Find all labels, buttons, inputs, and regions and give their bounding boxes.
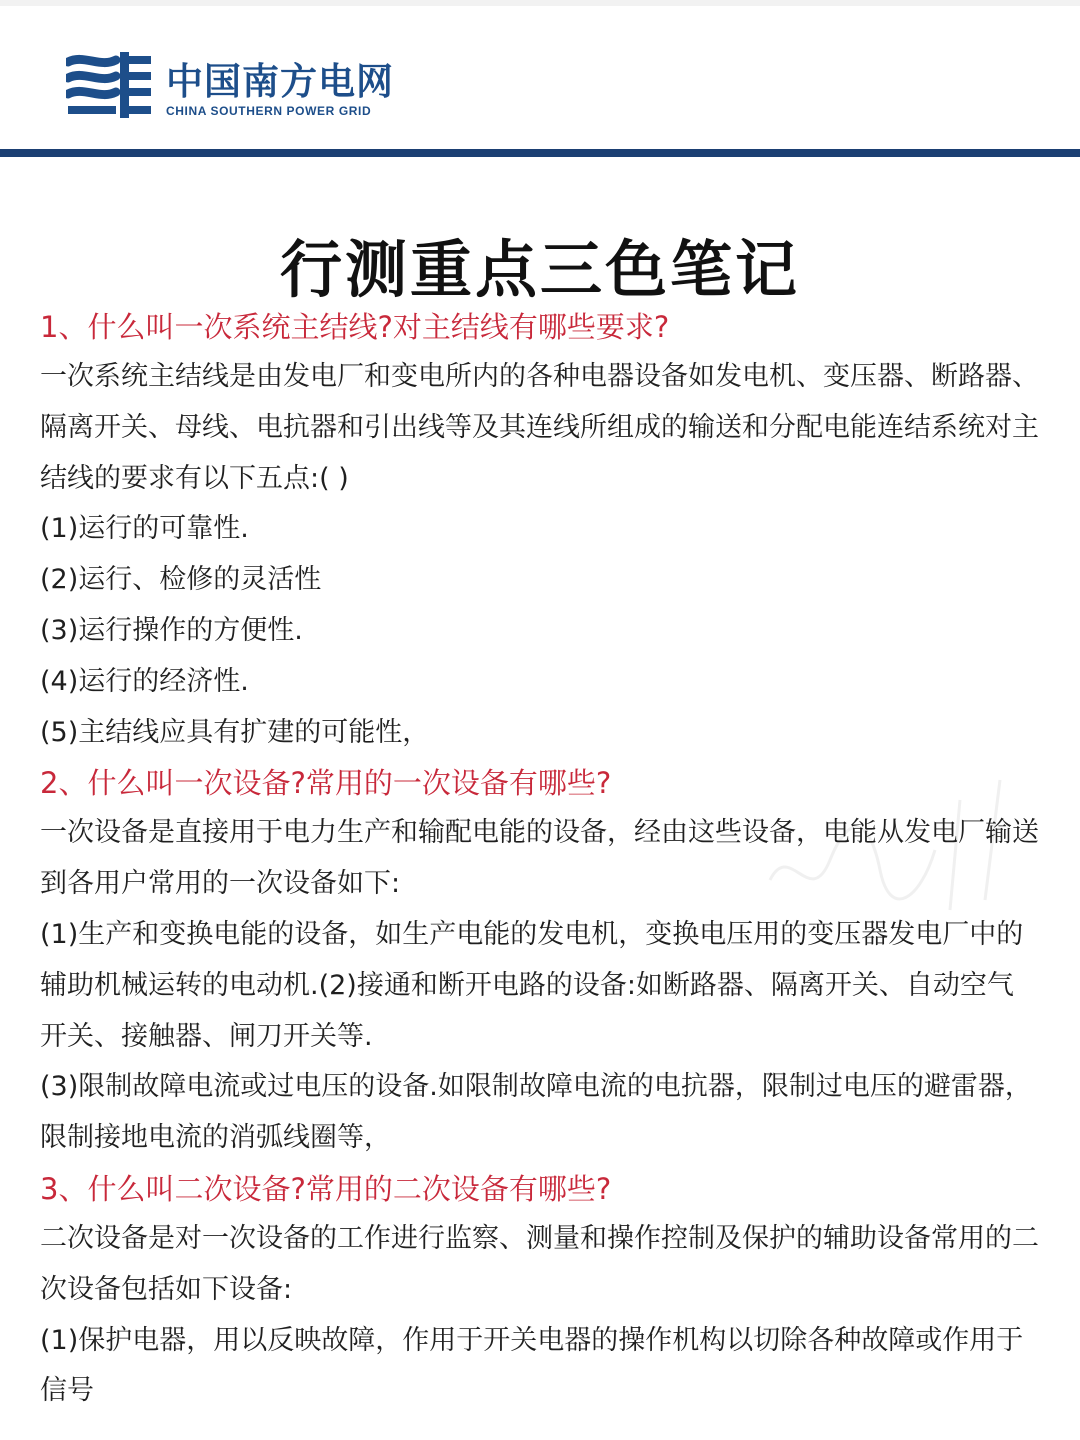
header: [0, 0, 1080, 158]
csg-logo-icon: [66, 52, 152, 118]
page-title: 行测重点三色笔记: [279, 232, 800, 306]
list-item: (1)运行的可靠性.: [40, 513, 249, 545]
list-item: (4)运行的经济性.: [40, 665, 249, 697]
question-heading: 2、什么叫一次设备?常用的一次设备有哪些?: [40, 766, 612, 801]
answer-paragraph: 一次系统主结线是由发电厂和变电所内的各种电器设备如发电机、变压器、断路器、隔离开关、母线、电抗器和引出线等及其连线所组成的输送和分配电能连结系统对主结线的要求有以下五点:( ): [40, 361, 1039, 494]
notes-content: [40, 302, 1040, 1417]
answer-paragraph: (1)生产和变换电能的设备，如生产电能的发电机，变换电压用的变压器发电厂中的辅助机械运转的电动机.(2)接通和断开电路的设备:如断路器、隔离开关、自动空气开关、接触器、闸刀开关等.: [40, 918, 1024, 1052]
list-item: (2)运行、检修的灵活性: [40, 564, 322, 596]
answer-paragraph: 二次设备是对一次设备的工作进行监察、测量和操作控制及保护的辅助设备常用的二次设备包括如下设备:: [40, 1222, 1039, 1305]
section-1: [40, 302, 1040, 758]
brand-name-en: CHINA SOUTHERN POWER GRID: [166, 104, 372, 118]
section-3: [40, 1164, 1040, 1417]
answer-paragraph: 一次设备是直接用于电力生产和输配电能的设备，经由这些设备，电能从发电厂输送到各用户常用的一次设备如下:: [40, 817, 1039, 900]
answer-paragraph: (3)限制故障电流或过电压的设备.如限制故障电流的电抗器，限制过电压的避雷器，限制接地电流的消弧线圈等，: [40, 1071, 1032, 1154]
question-heading: 1、什么叫一次系统主结线?对主结线有哪些要求?: [40, 310, 670, 344]
list-item: (3)运行操作的方便性.: [40, 614, 303, 646]
answer-paragraph: (1)保护电器，用以反映故障，作用于开关电器的操作机构以切除各种故障或作用于信号: [40, 1324, 1024, 1407]
section-2: [40, 758, 1040, 1164]
header-divider: [0, 149, 1080, 157]
list-item: (5)主结线应具有扩建的可能性，: [40, 716, 430, 748]
question-heading: 3、什么叫二次设备?常用的二次设备有哪些?: [40, 1171, 612, 1206]
brand-name-cn: 中国南方电网: [166, 60, 394, 103]
